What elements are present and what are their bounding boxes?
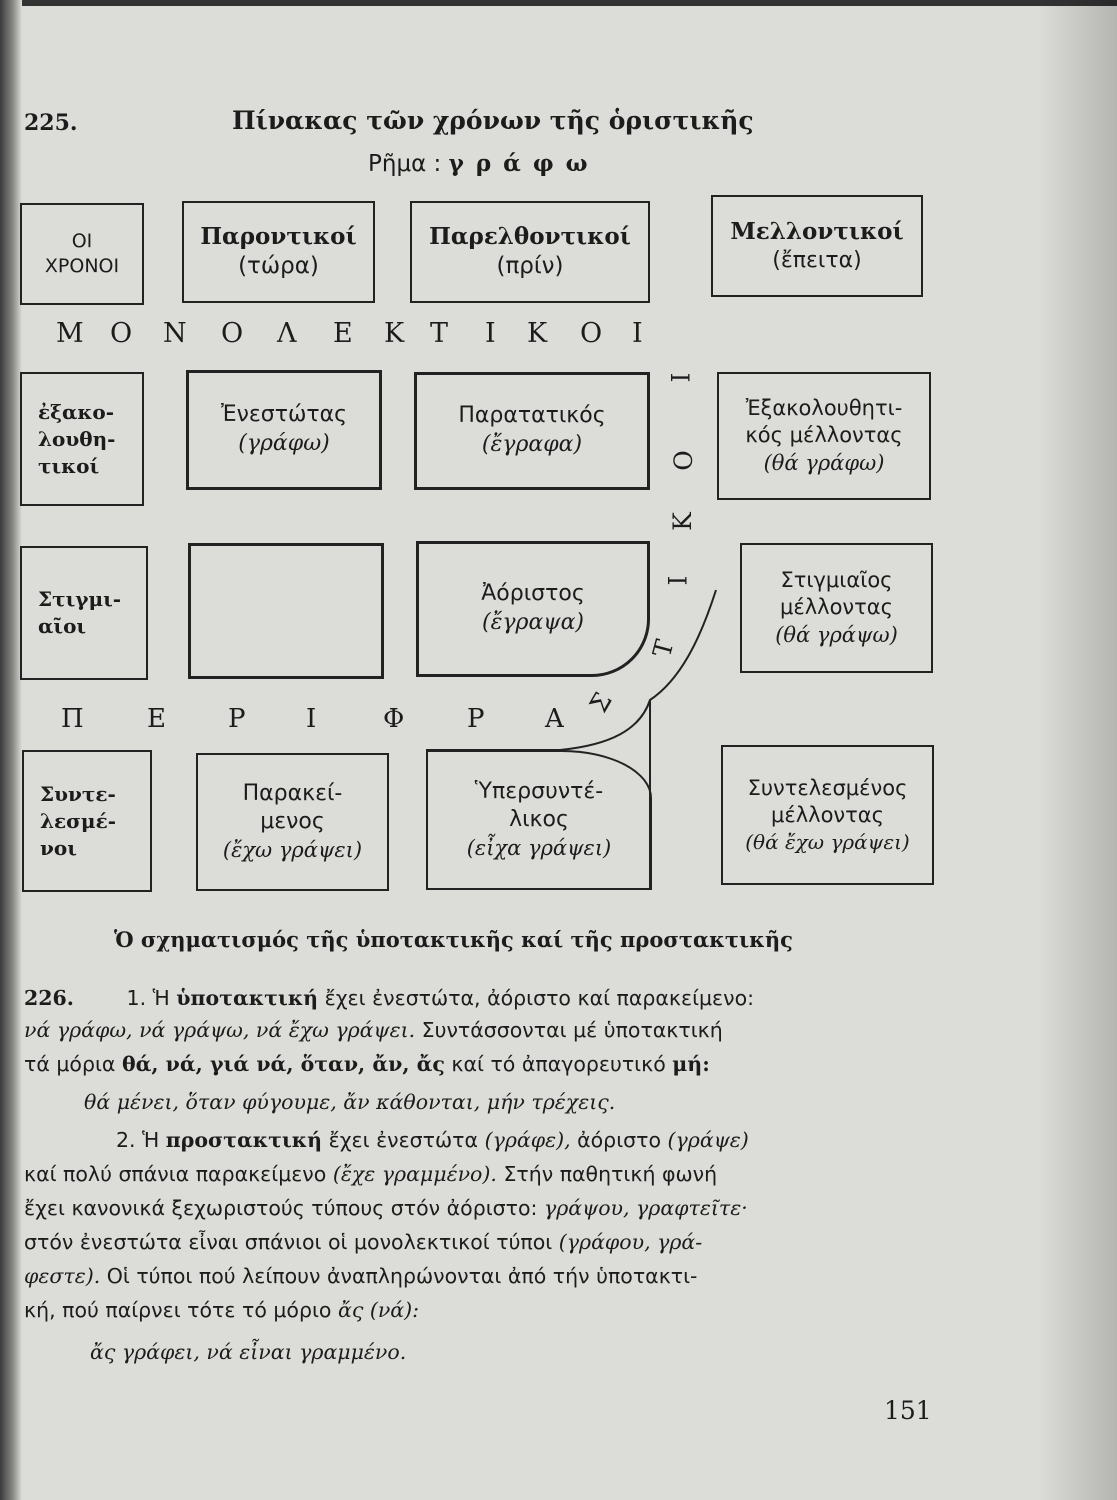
- peri-letter: Ι: [306, 704, 317, 734]
- example: ἄς (νά):: [338, 1298, 420, 1322]
- tense-example: (γράφω): [238, 431, 330, 456]
- s226-p1-line1: [24, 982, 754, 1014]
- tense-name: Παρακεί-: [242, 780, 343, 806]
- tense-name: Παρατατικός: [458, 403, 606, 429]
- example: (ἔχε γραμμένο).: [332, 1162, 497, 1186]
- section-number-226: 226.: [24, 986, 74, 1010]
- s226-p2-example: [90, 1336, 406, 1368]
- s226-p1-line3: [24, 1048, 710, 1080]
- text: καί τό ἀπαγορευτικό: [451, 1052, 666, 1076]
- mono-letter: Ε: [333, 318, 353, 349]
- tense-example: (θά ἔχω γράψει): [745, 830, 910, 855]
- section-number-225: 225.: [24, 110, 78, 136]
- column-sub-past: (πρίν): [496, 253, 564, 279]
- mono-letter: Ι: [485, 318, 496, 349]
- mono-letter: Ο: [221, 318, 244, 349]
- tense-name: Ἐνεστώτας: [220, 402, 348, 428]
- mono-letter: Κ: [384, 318, 405, 349]
- mono-letter: Ο: [580, 318, 603, 349]
- verb-label: Ρῆμα :: [368, 151, 442, 177]
- keyword: μή:: [672, 1052, 710, 1076]
- tense-name: κός μέλλοντας: [745, 423, 903, 448]
- column-sub-present: (τώρα): [238, 253, 319, 279]
- tense-example: (ἔχω γράψει): [222, 837, 363, 862]
- text: στόν ἐνεστώτα εἶναι σπάνιοι οἱ μονολεκτικοί τύποι: [24, 1230, 553, 1254]
- example: (γράψε): [667, 1128, 749, 1152]
- text: 1. Ἡ: [126, 986, 170, 1010]
- text: κή, πού παίρνει τότε τό μόριο: [24, 1298, 332, 1322]
- mono-letter: Ο: [110, 318, 133, 349]
- s226-p2-line4: [24, 1226, 702, 1258]
- mono-letter: Κ: [527, 318, 548, 349]
- tail-letter: Σ: [583, 687, 618, 718]
- column-sub-future: (ἔπειτα): [772, 247, 862, 273]
- verb-example: γ ρ ά φ ω: [448, 150, 590, 177]
- keyword: προστακτική: [165, 1128, 323, 1152]
- tense-name: Στιγμιαῖος: [780, 568, 893, 593]
- s226-p2-line5: [24, 1260, 697, 1292]
- tense-example: (εἶχα γράψει): [466, 835, 612, 860]
- text: ἔχει κανονικά ξεχωριστούς τύπους στόν ἀόριστο:: [24, 1196, 538, 1220]
- column-title-future: Μελλοντικοί: [730, 217, 904, 245]
- row-label-line: ἐξακο-: [38, 399, 115, 424]
- text: ἔχει ἐνεστώτα: [328, 1128, 479, 1152]
- tense-name: μέλλοντας: [780, 595, 893, 620]
- tense-example: (ἔγραφα): [481, 432, 583, 457]
- s226-p1-line2: [24, 1014, 723, 1046]
- s226-p1-example: [84, 1086, 615, 1118]
- peri-letter: Ρ: [228, 704, 246, 734]
- tense-name: λικος: [509, 807, 569, 833]
- s226-p2-line3: [24, 1192, 748, 1224]
- text: τά μόρια: [24, 1052, 116, 1076]
- tail-letter: Ο: [668, 450, 698, 471]
- mono-letter: Τ: [430, 318, 449, 349]
- text: 2. Ἡ: [116, 1128, 160, 1152]
- text: ἔχει ἐνεστώτα, ἀόριστο καί παρακείμενο:: [324, 986, 755, 1010]
- peri-letter: Ρ: [467, 704, 485, 734]
- text: καί πολύ σπάνια παρακείμενο: [24, 1162, 327, 1186]
- example: νά γράφω, νά γράψω, νά ἔχω γράψει.: [24, 1018, 416, 1042]
- mono-letter: Ι: [632, 318, 643, 349]
- peri-letter: Α: [545, 704, 564, 734]
- section-heading: Πίνακας τῶν χρόνων τῆς ὁριστικῆς: [232, 106, 754, 135]
- tail-letter: Κ: [667, 512, 697, 531]
- cell-perfect: [196, 753, 389, 891]
- example: θά μένει, ὅταν φύγουμε, ἄν κάθονται, μήν τρέχεις.: [84, 1090, 616, 1114]
- column-title-past: Παρελθοντικοί: [429, 223, 631, 251]
- s226-p2-line2: [24, 1158, 717, 1190]
- row-label-line: λεσμέ-: [40, 808, 117, 833]
- s226-p2-line1: [116, 1124, 749, 1156]
- tense-name: Ἀόριστος: [481, 581, 585, 607]
- example: φεστε).: [24, 1264, 101, 1288]
- tense-name: μέλλοντας: [771, 803, 884, 827]
- mono-letter: Ν: [163, 318, 187, 349]
- row-label-line: Συντε-: [40, 781, 116, 806]
- tail-letter: Ι: [666, 372, 696, 383]
- text: Οἱ τύποι πού λείπουν ἀναπληρώνονται ἀπό τήν ὑποτακτι-: [106, 1264, 698, 1288]
- row-label-line: τικοί: [38, 453, 100, 478]
- keyword: θά, νά, γιά νά, ὅταν, ἄν, ἄς: [121, 1052, 445, 1076]
- tail-letter: Ι: [663, 575, 693, 586]
- text: ἀόριστο: [577, 1128, 662, 1152]
- s226-p2-line6: [24, 1294, 419, 1326]
- row-label-line: νοι: [40, 835, 77, 860]
- tense-example: (θά γράψω): [775, 622, 898, 647]
- mono-letter: Μ: [56, 318, 84, 349]
- corner-label-line1: ΟΙ: [71, 230, 93, 253]
- tense-name: Ἐξακολουθητι-: [745, 396, 903, 421]
- tense-name: Ὑπερσυντέ-: [474, 778, 604, 804]
- example: ἄς γράφει, νά εἶναι γραμμένο.: [90, 1340, 407, 1364]
- example: (γράφου, γρά-: [558, 1230, 703, 1254]
- mono-letter: Λ: [277, 318, 297, 349]
- column-title-present: Παροντικοί: [200, 223, 357, 251]
- row-label-perfect: [22, 750, 152, 892]
- cell-pluperfect: [426, 750, 652, 890]
- page-number: 151: [884, 1396, 932, 1425]
- peri-letter: Φ: [383, 704, 405, 734]
- row-label-line: λουθη-: [38, 426, 116, 451]
- tail-letter: Τ: [647, 636, 680, 661]
- tense-name: μενος: [260, 809, 325, 835]
- tense-example: (θά γράφω): [763, 450, 885, 475]
- example: (γράφε),: [484, 1128, 571, 1152]
- text: Στήν παθητική φωνή: [503, 1162, 718, 1186]
- cell-future-perfect: [721, 745, 934, 885]
- tense-name: Συντελεσμένος: [747, 775, 908, 800]
- corner-label-line2: ΧΡΟΝΟΙ: [44, 255, 120, 277]
- text: Συντάσσονται μέ ὑποτακτική: [421, 1018, 723, 1042]
- tense-example: (ἔγραψα): [481, 610, 585, 635]
- row-label-line: Στιγμι-: [38, 587, 122, 611]
- example: γράψου, γραφτεῖτε·: [543, 1196, 748, 1220]
- subheading: Ὁ σχηματισμός τῆς ὑποτακτικῆς καί τῆς προστακτικῆς: [114, 927, 793, 952]
- peri-letter: Ε: [147, 704, 166, 734]
- keyword: ὑποτακτική: [176, 986, 319, 1010]
- row-label-line: αῖοι: [38, 614, 87, 638]
- peri-letter: Π: [61, 704, 84, 734]
